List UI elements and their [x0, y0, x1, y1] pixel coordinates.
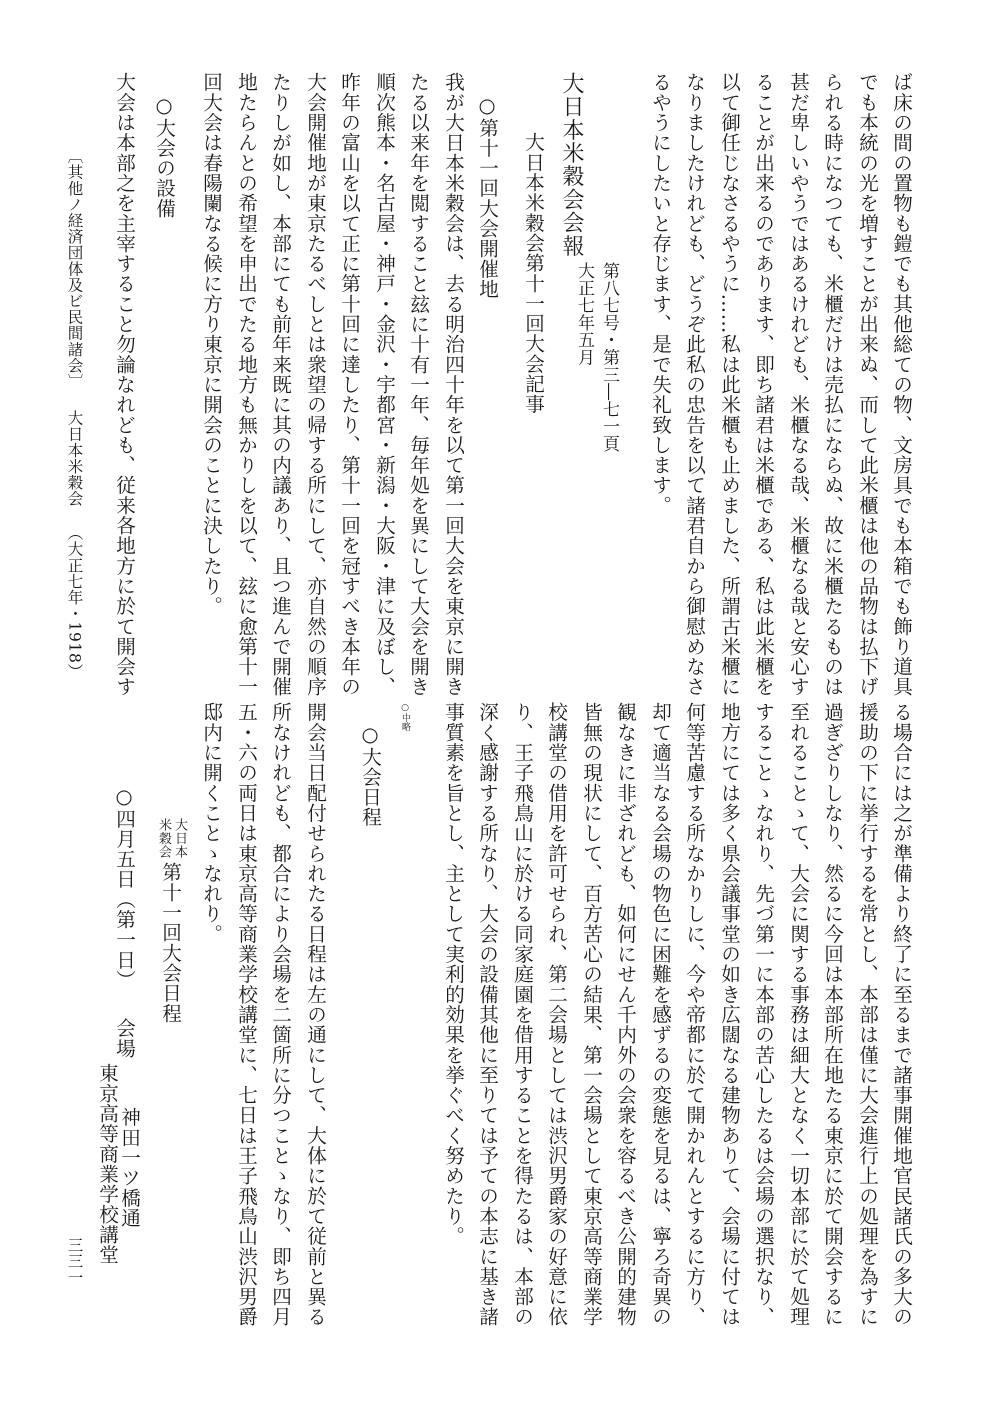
text-column: たる以来年を閲すること玆に十有一年、毎年処を異にして大会を開き: [406, 72, 430, 697]
text-column: 地方にては多く県会議事堂の如き広闊なる建物ありて、会場に付ては: [717, 702, 741, 1327]
source-citation: 第八七号・第三―七一頁: [599, 262, 619, 453]
venue-line2: 東京高等商業学校講堂: [95, 1063, 119, 1265]
schedule-date: ○四月五日（第一日）: [112, 785, 136, 990]
text-column: 過ぎざりしなり、然るに今回は本部所在地たる東京に於て開会するに: [820, 702, 844, 1327]
text-column: なりましたけれども、どうぞ此私の忠告を以て諸君自から御慰めなさ: [682, 72, 706, 697]
section-heading: ○第十一回大会開催地: [475, 94, 499, 299]
section-heading: ○大会の設備: [152, 94, 176, 219]
text-column: 事質素を旨とし、主として実利的効果を挙ぐべく努めたり。: [441, 702, 465, 1247]
text-column: ることが出来るのであります、即ち諸君は米櫃である、私は此米櫃を: [751, 72, 775, 697]
schedule-org-line2: 米穀会: [156, 818, 171, 859]
page-number: 三三一: [65, 1237, 84, 1286]
text-column: 地たらんとの希望を申出でたる地方も無かりしを以て、玆に愈第十一: [234, 72, 258, 697]
text-column: ば床の間の置物も鎧でも其他総ての物、文房具でも本箱でも飾り道具: [889, 72, 913, 697]
text-column: られる時になつても、米櫃だけは売払にならぬ、故に米櫃たるものは: [820, 72, 844, 697]
text-column: 観なきに非ざれども、如何にせん千内外の会衆を容るべき公開的建物: [613, 702, 637, 1327]
text-column: 却て適当なる会場の物色に困難を感ずるの変態を見るは、寧ろ奇異の: [648, 702, 672, 1327]
text-column: することゝなれり、先づ第一に本部の苦心したるは会場の選択なり、: [751, 702, 775, 1327]
running-header-org: 大日本米穀会: [65, 410, 84, 507]
running-header-year: （大正七年・1918）: [65, 525, 84, 680]
text-column: 五・六の両日は東京高等商業学校講堂に、七日は王子飛鳥山渋沢男爵: [234, 702, 258, 1327]
text-column: 我が大日本米穀会は、去る明治四十年を以て第一回大会を東京に開き: [441, 72, 465, 697]
text-column: たりしが如し、本部にても前年来既に其の内議あり、且つ進んで開催: [268, 72, 292, 697]
omission-mark: ○中略: [400, 703, 410, 731]
source-date: 大正七年五月: [574, 262, 594, 366]
article-title: 大日本米穀会会報: [559, 72, 584, 258]
text-column: 至れることゝて、大会に関する事務は細大となく一切本部に於て処理: [786, 702, 810, 1327]
text-column: 昨年の富山を以て正に第十回に達したり、第十一回を冠すべき本年の: [337, 72, 361, 697]
running-header-category: 〔其他ノ経済団体及ビ民間諸会〕: [65, 148, 84, 390]
text-column: 皆無の現状にして、百方苦心の結果、第一会場として東京高等商業学: [579, 702, 603, 1327]
text-column: 深く感謝する所なり、大会の設備其他に至りては予ての本志に基き諸: [475, 702, 499, 1327]
text-column: でも本統の光を増すことが出来ぬ、而して此米櫃は他の品物は払下げ: [855, 72, 879, 697]
text-column: 大会は本部之を主宰すること勿論なれども、従来各地方に於て開会す: [112, 72, 136, 697]
schedule-org-line1: 大日本: [172, 818, 187, 859]
text-column: 邸内に開くことゝなれり。: [199, 702, 223, 944]
text-column: 回大会は春陽闌なる候に方り東京に開会のことに決したり。: [199, 72, 223, 617]
schedule-title: 第十一回大会日程: [158, 862, 182, 1024]
text-column: 開会当日配付せられたる日程は左の通にして、大体に於て従前と異る: [303, 702, 327, 1327]
text-column: 甚だ卑しいやうではあるけれども、米櫃なる哉、米櫃なる哉と安心す: [786, 72, 810, 697]
text-column: るやうにしたいと存じます、是で失礼致します。: [648, 72, 672, 516]
section-heading: ○大会日程: [358, 723, 382, 828]
text-column: 所なけれども、都合により会場を二箇所に分つことゝなり、即ち四月: [268, 702, 292, 1327]
text-column: 校講堂の借用を許可せられ、第二会場としては渋沢男爵家の好意に依: [544, 702, 568, 1327]
text-column: 援助の下に挙行するを常とし、本部は僅に大会進行上の処理を為すに: [855, 702, 879, 1327]
venue-line1: 神田一ツ橋通: [117, 1107, 141, 1228]
venue-label: 会場: [112, 1018, 136, 1059]
text-column: 以て御任じなさるやうに……私は此米櫃も止めました、所謂古米櫃に: [717, 72, 741, 697]
text-column: 何等苦慮する所なかりしに、今や帝都に於て開かれんとするに方り、: [682, 702, 706, 1327]
text-column: る場合には之が準備より終了に至るまで諸事開催地官民諸氏の多大の: [889, 702, 913, 1327]
text-column: 順次熊本・名古屋・神戸・金沢・宇都宮・新潟・大阪・津に及ぼし、: [372, 72, 396, 697]
article-subtitle: 大日本米穀会第十一回大会記事: [521, 132, 545, 415]
text-column: り、王子飛鳥山に於ける同家庭園を借用することを得たるは、本部の: [510, 702, 534, 1327]
text-column: 大会開催地が東京たるべしとは衆望の帰する所にして、亦自然の順序: [303, 72, 327, 697]
